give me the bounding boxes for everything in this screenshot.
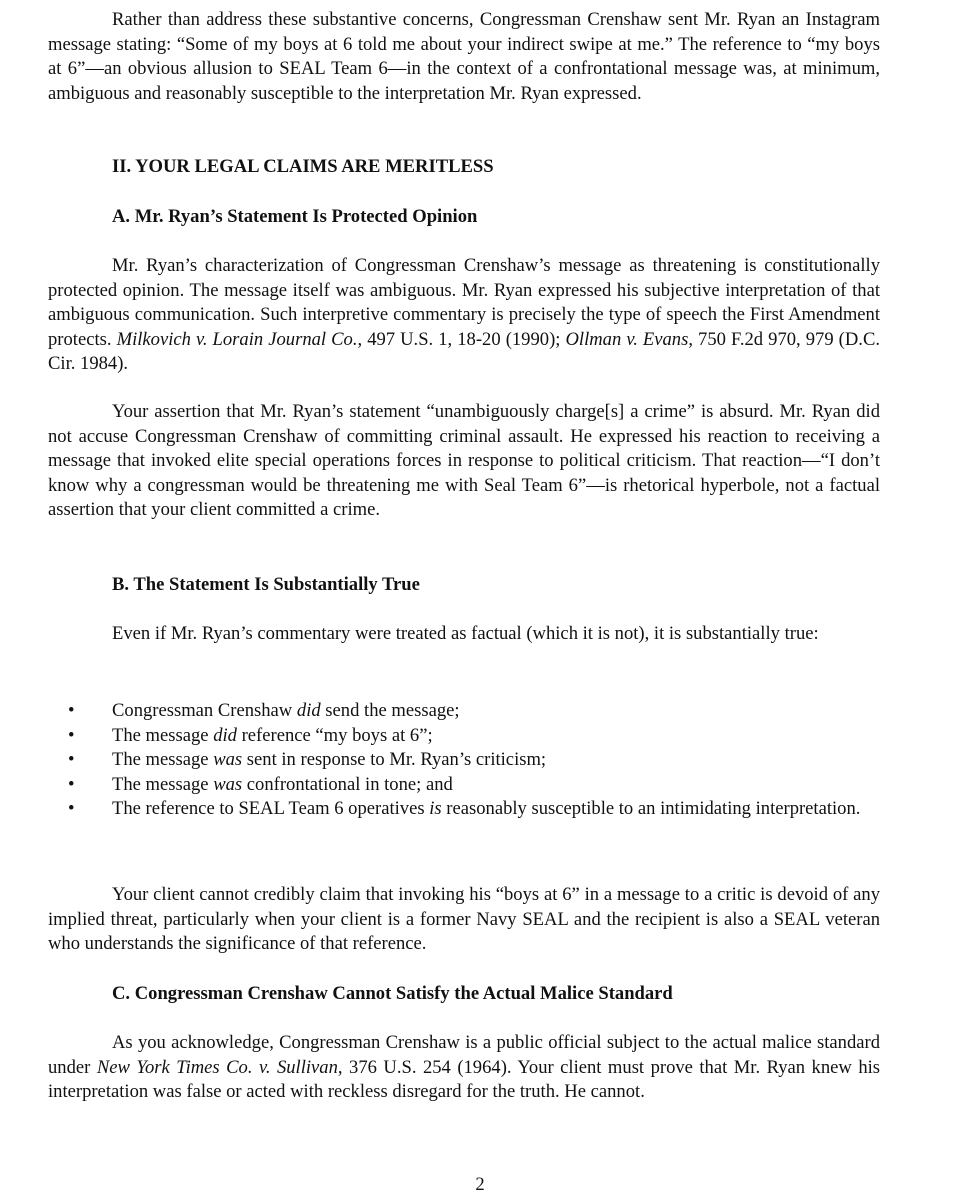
p6-text-after: , 376 U.S. 254 (1964). Your client must prove that Mr. Ryan knew his interpretation was false or acted with reckless disregard for the truth. He cannot. [48,1056,881,1102]
letter-page [48,0,880,1200]
case-milkovich: Milkovich v. Lorain Journal Co. [116,328,358,350]
list-item [48,748,880,773]
heading-protected-opinion: A. Mr. Ryan’s Statement Is Protected Opinion [112,206,478,227]
bullet-icon: • [68,749,75,770]
bullet-emphasis: is [429,798,442,819]
bullet-icon: • [68,773,75,795]
page-number: 2 [475,1174,485,1195]
list-item [48,797,880,822]
bullet-icon: • [68,798,75,819]
p6-text-before: As you acknowledge, Congressman Crenshaw is a public official subject to the actual malice standard under [48,1032,880,1078]
bullet-text: confrontational in tone; and [242,773,453,795]
list-item [48,773,880,798]
bullet-text: sent in response to Mr. Ryan’s criticism; [242,749,547,770]
p2-text-before: Mr. Ryan’s characterization of Congressman Crenshaw’s message as threatening is constitutionally protected opinion. The message itself was ambiguous. Mr. Ryan expressed his subjective interpretation of that ambiguous communication. Such interpretive commentary is precisely the type of speech the First Amendment protects. [48,255,880,350]
bullet-text: Congressman Crenshaw [112,700,297,721]
bullet-text: send the message; [320,700,460,721]
bullet-icon: • [68,700,75,721]
paragraph-substantially-true: Even if Mr. Ryan’s commentary were treated as factual (which it is not), it is substantially true: [112,623,819,644]
bullet-text: reference “my boys at 6”; [236,724,433,746]
paragraph-implied-threat: Your client cannot credibly claim that invoking his “boys at 6” in a message to a critic is devoid of any implied threat, particularly when your client is a former Navy SEAL and the recipient is also a SEAL veteran who understands the significance of that reference. [48,884,880,954]
bullet-emphasis: was [213,773,243,795]
case-nyt-sullivan: New York Times Co. v. Sullivan [96,1056,338,1078]
bullet-emphasis: did [296,700,321,721]
bullet-emphasis: was [213,749,243,770]
bullet-emphasis: did [213,724,237,746]
p2-text-after: , 750 F.2d 970, 979 (D.C. Cir. 1984). [48,328,881,374]
case-ollman: Ollman v. Evans [565,328,689,350]
paragraph-protected-opinion [48,254,880,377]
paragraph-instagram-message: Rather than address these substantive concerns, Congressman Crenshaw sent Mr. Ryan an Instagram message stating: “Some of my boys at 6 told me about your indirect swipe at me.” The reference to “my boys at 6”—an obvious allusion to SEAL Team 6—in the context of a confrontational message was, at minimum, ambiguous and reasonably susceptible to the interpretation Mr. Ryan expressed. [48,9,880,104]
bullet-text: The reference to SEAL Team 6 operatives [112,798,430,819]
list-item [48,724,880,749]
bullet-icon: • [68,724,75,746]
bullet-text: The message [112,773,214,795]
bullet-list [48,699,880,822]
bullet-text: reasonably susceptible to an intimidating interpretation. [441,798,861,819]
heading-actual-malice: C. Congressman Crenshaw Cannot Satisfy the Actual Malice Standard [112,983,673,1004]
heading-substantially-true: B. The Statement Is Substantially True [112,574,420,595]
p2-text-mid: , 497 U.S. 1, 18-20 (1990); [357,328,566,350]
bullet-text: The message [112,724,214,746]
bullet-text: The message [112,749,214,770]
heading-legal-claims: II. YOUR LEGAL CLAIMS ARE MERITLESS [112,156,494,177]
list-item [48,699,880,724]
paragraph-actual-malice [48,1031,880,1105]
paragraph-assertion-absurd: Your assertion that Mr. Ryan’s statement “unambiguously charge[s] a crime” is absurd. Mr. Ryan did not accuse Congressman Crenshaw of committing criminal assault. He expressed his reaction to receiving a message that invoked elite special operations forces in response to political criticism. That reaction—“I don’t know why a congressman would be threatening me with Seal Team 6”—is rhetorical hyperbole, not a factual assertion that your client committed a crime. [48,401,880,520]
